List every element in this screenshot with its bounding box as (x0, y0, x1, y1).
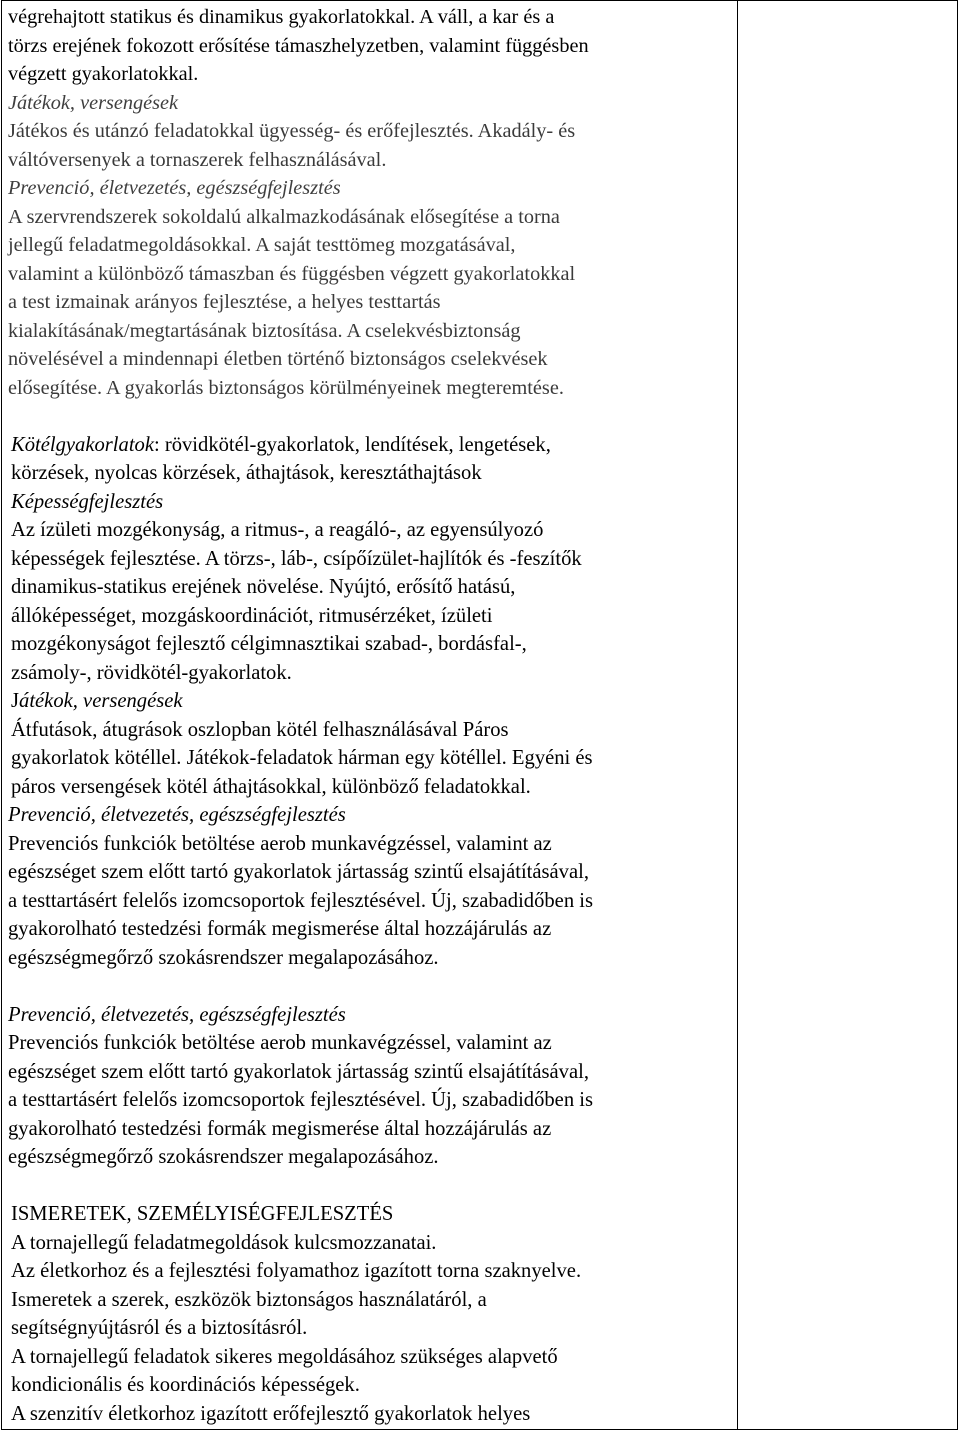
paragraph-spacer (8, 972, 731, 1001)
text-line: páros versengések kötél áthajtásokkal, különböző feladatokkal. (11, 775, 531, 798)
text-line: kialakításának/megtartásának biztosítása. A cselekvésbiztonság (8, 319, 521, 342)
games-heading: Játékok, versengések (8, 91, 179, 114)
text-line: végzett gyakorlatokkal. (8, 63, 199, 85)
games-heading-initial: J (11, 690, 20, 712)
text-line: Az életkorhoz és a fejlesztési folyamathoz igazított torna szaknyelve. (11, 1260, 582, 1282)
text-line: a testtartásért felelős izomcsoportok fejlesztésével. Új, szabadidőben is (8, 1089, 594, 1111)
text-line: Az ízületi mozgékonyság, a ritmus-, a reagáló-, az egyensúlyozó (11, 519, 544, 541)
text-line: Prevenciós funkciók betöltése aerob munkavégzéssel, valamint az (8, 832, 552, 855)
paragraph-spacer (8, 402, 731, 431)
text-line: egészséget szem előtt tartó gyakorlatok jártasság szintű elsajátításával, (8, 861, 589, 883)
text-line: gyakorolható testedzési formák megismerése által hozzájárulás az (8, 1117, 552, 1140)
section-rope (8, 431, 731, 802)
prevention-heading: Prevenció, életvezetés, egészségfejlesztés (8, 1003, 346, 1026)
text-line: törzs erejének fokozott erősítése támaszhelyzetben, valamint függésben (8, 34, 589, 57)
content-cell (2, 1, 738, 1430)
text-line: Ismeretek a szerek, eszközök biztonságos használatáról, a (11, 1288, 487, 1311)
text-line: jellegű feladatmegoldásokkal. A saját testtömeg mozgatásával, (8, 234, 516, 256)
text-line: képességek fejlesztése. A törzs-, láb-, csípőízület-hajlítók és -feszítők (11, 547, 582, 570)
text-line: egészségmegőrző szokásrendszer megalapozásához. (8, 946, 439, 969)
text-line: Átfutások, átugrások oszlopban kötél felhasználásával Páros (11, 718, 509, 741)
text-line: a testtartásért felelős izomcsoportok fejlesztésével. Új, szabadidőben is (8, 889, 594, 912)
text-line: kondicionális és koordinációs képességek. (11, 1374, 360, 1396)
text-line: dinamikus-statikus erejének növelése. Nyújtó, erősítő hatású, (11, 576, 516, 598)
text-line: A tornajellegű feladatmegoldások kulcsmozzanatai. (11, 1231, 437, 1254)
skills-heading: Képességfejlesztés (11, 490, 164, 513)
curriculum-table (1, 0, 958, 1430)
text-line: elősegítése. A gyakorlás biztonságos körülményeinek megteremtése. (8, 376, 564, 399)
text-line: gyakorlatok kötéllel. Játékok-feladatok hárman egy kötéllel. Egyéni és (11, 747, 593, 769)
text-line: váltóversenyek a tornaszerek felhasználásával. (8, 148, 387, 171)
section-knowledge (8, 1200, 731, 1428)
text-line: növelésével a mindennapi életben történő biztonságos cselekvések (8, 348, 548, 370)
text-line: körzések, nyolcas körzések, áthajtások, keresztáthajtások (11, 462, 482, 484)
text-line: Játékos és utánzó feladatokkal ügyesség- és erőfejlesztés. Akadály- és (8, 120, 576, 142)
rope-rest: : rövidkötél-gyakorlatok, lendítések, lengetések, (153, 433, 551, 456)
prevention-heading: Prevenció, életvezetés, egészségfejlesztés (8, 804, 346, 826)
prevention-heading: Prevenció, életvezetés, egészségfejlesztés (8, 177, 341, 199)
text-line: gyakorolható testedzési formák megismerése által hozzájárulás az (8, 918, 552, 940)
text-line: mozgékonyságot fejlesztő célgimnasztikai szabad-, bordásfal-, (11, 633, 527, 655)
text-line: Prevenciós funkciók betöltése aerob munkavégzéssel, valamint az (8, 1032, 552, 1054)
paragraph-spacer (8, 1172, 731, 1201)
text-line: valamint a különböző támaszban és függésben végzett gyakorlatokkal (8, 262, 576, 285)
table-row (2, 1, 958, 1430)
knowledge-heading: ISMERETEK, SZEMÉLYISÉGFEJLESZTÉS (11, 1203, 394, 1225)
section-prevention-1 (8, 801, 731, 972)
rope-line (8, 431, 731, 460)
text-line: végrehajtott statikus és dinamikus gyakorlatokkal. A váll, a kar és a (8, 6, 555, 28)
section-prevention-2 (8, 1001, 731, 1172)
text-line: A szenzitív életkorhoz igazított erőfejlesztő gyakorlatok helyes (11, 1402, 531, 1425)
side-cell (737, 1, 957, 1430)
games-heading-rest: átékok, versengések (19, 690, 183, 712)
section-strength (8, 3, 731, 402)
text-line: a test izmainak arányos fejlesztése, a helyes testtartás (8, 291, 441, 313)
text-line: állóképességet, mozgáskoordinációt, ritmusérzéket, ízületi (11, 604, 493, 627)
text-line: segítségnyújtásról és a biztosításról. (11, 1317, 308, 1339)
games-heading (8, 687, 731, 716)
text-line: zsámoly-, rövidkötél-gyakorlatok. (11, 661, 292, 684)
text-line: A tornajellegű feladatok sikeres megoldásához szükséges alapvető (11, 1345, 558, 1368)
text-line: egészséget szem előtt tartó gyakorlatok jártasság szintű elsajátításával, (8, 1060, 589, 1083)
cell-text (2, 1, 737, 1428)
rope-term: Kötélgyakorlatok (11, 433, 154, 456)
text-line: egészségmegőrző szokásrendszer megalapozásához. (8, 1146, 439, 1168)
text-line: A szervrendszerek sokoldalú alkalmazkodásának elősegítése a torna (8, 205, 560, 228)
